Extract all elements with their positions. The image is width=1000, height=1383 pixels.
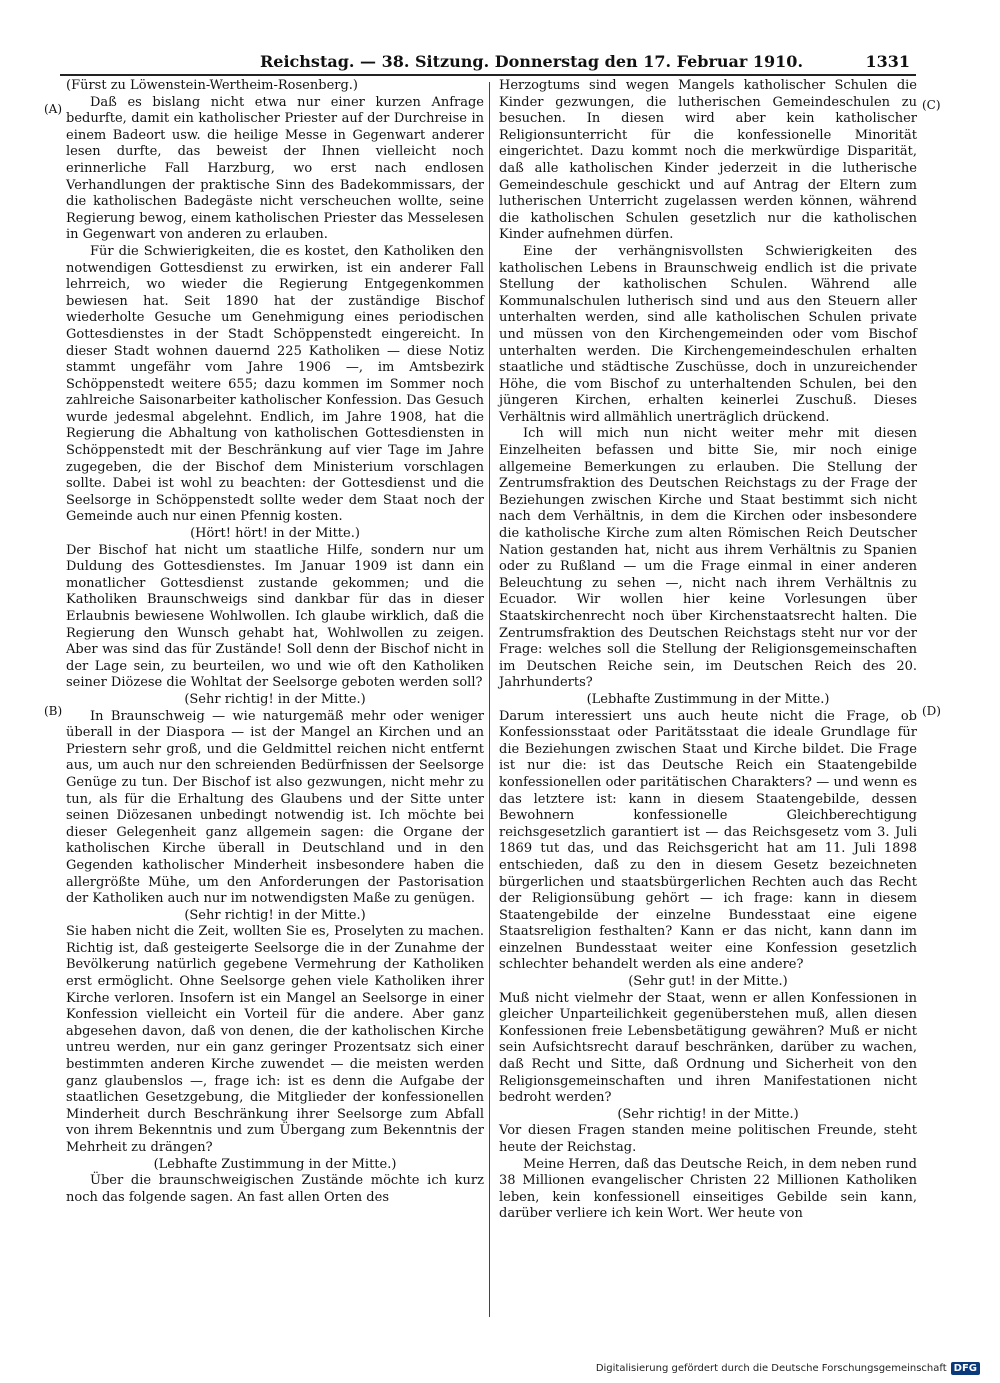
paragraph: Vor diesen Fragen standen meine politischen Freunde, steht heute der Reichstag.	[499, 1123, 917, 1155]
paragraph: Darum interessiert uns auch heute nicht die Frage, ob Konfessionsstaat oder Paritätsstaat die ideale Grundlage für die Beziehungen zwischen Staat und Kirche bildet. Die Frage ist nur die: ist das Deutsche Reich ein Staatengebilde konfessionellen oder paritätischen Charakters? — und wenn es das letztere ist: kann in diesem Staatengebilde, dessen Bewohnern konfessionelle Gleichberechtigung reichsgesetzlich garantiert ist — das Reichsgesetz vom 3. Juli 1869 tut das, und das Reichsgericht hat am 11. Juli 1898 entschieden, daß zu den in diesem Gesetz bezeichneten bürgerlichen und staatsbürgerlichen Rechten auch das Recht der Religionsübung gehört — ich frage: kann in diesem Staatengebilde der einzelne Bundesstaat eine eigene Staatsreligion festhalten? Kann er das nicht, kann dann im einzelnen Bundesstaat weiter eine Konfession gesetzlich schlechter behandelt werden als eine andere?	[499, 708, 917, 973]
funding-footer	[596, 1362, 980, 1375]
header-title: Reichstag. — 38. Sitzung. Donnerstag den 17. Februar 1910.	[260, 52, 804, 71]
interjection: (Sehr gut! in der Mitte.)	[628, 974, 788, 990]
paragraph: In Braunschweig — wie naturgemäß mehr oder weniger überall in der Diaspora — ist der Mangel an Kirchen und an Priestern sehr groß, und die Geldmittel reichen nicht entfernt aus, um auch nur den schreienden Bedürfnissen der Seelsorge Genüge zu tun. Der Bischof ist also gezwungen, nicht mehr zu tun, als für die Erhaltung des Glaubens und der Sitte unter seinen Diözesanen unbedingt notwendig ist. Ich möchte bei dieser Gelegenheit ganz allgemein sagen: die Organe der katholischen Kirche überall in Deutschland und in den Gegenden katholischer Minderheit insbesondere haben die allergrößte Mühe, um den Anforderungen der Pastorisation der Katholiken auch nur im notwendigsten Maße zu genügen.	[66, 708, 484, 907]
margin-marker-d: (D)	[922, 704, 941, 718]
left-column	[66, 78, 484, 1206]
paragraph: Über die braunschweigischen Zustände möchte ich kurz noch das folgende sagen. An fast allen Orten des	[66, 1173, 484, 1205]
paragraph: Sie haben nicht die Zeit, wollten Sie es, Proselyten zu machen. Richtig ist, daß gesteigerte Seelsorge die in der Zunahme der Bevölkerung natürlich gegebene Vermehrung der Katholiken erst ermöglicht. Ohne Seelsorge gehen viele Katholiken ihrer Kirche verloren. Insofern ist ein Mangel an Seelsorge in einer Konfession vielleicht ein Vorteil für die andere. Aber ganz abgesehen davon, daß von denen, die der katholischen Kirche untreu werden, nur ein ganz geringer Prozentsatz sich einer bestimmten anderen Kirche zuwendet — die meisten werden ganz glaubenslos —, frage ich: ist es denn die Aufgabe der staatlichen Gesetzgebung, die Mitglieder der konfessionellen Minderheit durch Beschränkung ihrer Seelsorge zum Abfall von ihrem Bekenntnis und zum Übergang zum Bekenntnis der Mehrheit zu drängen?	[66, 924, 484, 1155]
margin-marker-b: (B)	[44, 704, 63, 718]
interjection: (Lebhafte Zustimmung in der Mitte.)	[153, 1156, 397, 1172]
interjection: (Hört! hört! in der Mitte.)	[190, 526, 360, 542]
paragraph: Muß nicht vielmehr der Staat, wenn er allen Konfessionen in gleicher Unparteilichkeit gegenüberstehen muß, allen diesen Konfessionen freie Lebensbetätigung gewähren? Muß er nicht sein Aufsichtsrecht darauf beschränken, darüber zu wachen, daß Recht und Sitte, daß Ordnung und Sicherheit von den Religionsgemeinschaften und ihren Manifestationen nicht bedroht werden?	[499, 990, 917, 1106]
interjection: (Lebhafte Zustimmung in der Mitte.)	[586, 691, 830, 707]
paragraph: Für die Schwierigkeiten, die es kostet, den Katholiken den notwendigen Gottesdienst zu erwirken, ist ein anderer Fall lehrreich, wo wieder die Regierung Entgegenkommen bewiesen hat. Seit 1890 hat der zuständige Bischof wiederholte Gesuche um Genehmigung eines periodischen Gottesdienstes in der Stadt Schöppenstedt eingereicht. In dieser Stadt wohnen dauernd 225 Katholiken — diese Notiz stammt ungefähr vom Jahre 1906 —, im Amtsbezirk Schöppenstedt weitere 655; dazu kommen im Sommer noch zahlreiche Saisonarbeiter katholischer Konfession. Das Gesuch wurde jedesmal abgelehnt. Endlich, im Jahre 1908, hat die Regierung die Abhaltung von katholischen Gottesdiensten in Schöppenstedt mit der Beschränkung auf vier Tage im Jahre zugegeben, die der Bischof dem Ministerium vorschlagen sollte. Dabei ist wohl zu beachten: der Gottesdienst und die Seelsorge in Schöppenstedt sollte weder dem Staat noch der Gemeinde auch nur einen Pfennig kosten.	[66, 243, 484, 525]
margin-marker-a: (A)	[44, 102, 63, 116]
interjection: (Sehr richtig! in der Mitte.)	[184, 691, 366, 707]
paragraph: Eine der verhängnisvollsten Schwierigkeiten des katholischen Lebens in Braunschweig endlich ist die private Stellung der katholischen Schulen. Während alle Kommunalschulen lutherisch sind und aus den Steuern aller unterhalten werden, sind alle katholischen Schulen private und müssen von den Kirchengemeinden oder vom Bischof unterhalten werden. Die Kirchengemeindeschulen erhalten staatliche und städtische Zuschüsse, doch in unzureichender Höhe, die vom Bischof zu unterhaltenden Schulen, bei den jüngeren Kirchen, erhalten keinerlei Zuschuß. Dieses Verhältnis wird allmählich unerträglich drückend.	[499, 243, 917, 425]
paragraph: Meine Herren, daß das Deutsche Reich, in dem neben rund 38 Millionen evangelischer Christen 22 Millionen Katholiken leben, kein konfessionell einseitiges Gebilde sein kann, darüber verliere ich kein Wort. Wer heute von	[499, 1156, 917, 1222]
footer-text: Digitalisierung gefördert durch die Deutsche Forschungsgemeinschaft	[595, 1363, 947, 1374]
page-number: 1331	[865, 52, 910, 71]
header-rule	[60, 74, 916, 76]
paragraph: Der Bischof hat nicht um staatliche Hilfe, sondern nur um Duldung des Gottesdienstes. Im Januar 1909 ist dann ein monatlicher Gottesdienst zustande gekommen; und die Katholiken Braunschweigs sind dankbar für das in dieser Erlaubnis bewiesene Wohlwollen. Ich glaube wirklich, daß die Regierung den Wunsch gehabt hat, Wohlwollen zu zeigen. Aber was sind das für Zustände! Soll denn der Bischof nicht in der Lage sein, zu beurteilen, wo und wie oft den Katholiken seiner Diözese die Wohltat der Seelsorge geboten werden soll?	[66, 542, 484, 691]
page-header	[60, 50, 920, 74]
paragraph: Daß es bislang nicht etwa nur einer kurzen Anfrage bedurfte, damit ein katholischer Priester auf der Durchreise in einem Badeort usw. die heilige Messe in Gegenwart anderer lesen durfte, das beweist der Ihnen vielleicht noch erinnerliche Fall Harzburg, wo erst nach endlosen Verhandlungen der praktische Sinn des Badekommissars, der die katholischen Badegäste nicht verscheuchen wollte, seine Regierung bewog, einem katholischen Priester das Messelesen in Gegenwart von anderen zu erlauben.	[66, 94, 484, 243]
interjection: (Sehr richtig! in der Mitte.)	[184, 907, 366, 923]
paragraph: Ich will mich nun nicht weiter mehr mit diesen Einzelheiten befassen und bitte Sie, mir noch einige allgemeine Bemerkungen zu erlauben. Die Stellung der Zentrumsfraktion des Deutschen Reichstags zu der Frage der Beziehungen zwischen Kirche und Staat bestimmt sich nicht nach dem Verhältnis, in dem die Kirchen oder insbesondere die katholische Kirche zum alten Römischen Reich Deutscher Nation gestanden hat, nicht aus ihrem Verhältnis zu Spanien oder zu Rußland — um die Frage einmal in einer anderen Beleuchtung zu sehen —, nicht nach ihrem Verhältnis zu Ecuador. Wir wollen hier keine Vorlesungen über Staatskirchenrecht noch über Kirchenstaatsrecht halten. Die Zentrumsfraktion des Deutschen Reichstags steht nur vor der Frage: welches soll die Stellung der Religionsgemeinschaften im Deutschen Reiche sein, im Deutschen Reich des 20. Jahrhunderts?	[499, 426, 917, 691]
speaker-label: (Fürst zu Löwenstein-Wertheim-Rosenberg.)	[66, 78, 358, 93]
column-divider	[489, 82, 490, 1317]
margin-marker-c: (C)	[922, 98, 941, 112]
right-column	[499, 78, 917, 1223]
interjection: (Sehr richtig! in der Mitte.)	[617, 1106, 799, 1122]
dfg-logo: DFG	[951, 1362, 980, 1375]
paragraph: Herzogtums sind wegen Mangels katholischer Schulen die Kinder gezwungen, die lutherischen Gemeindeschulen zu besuchen. In diesen wird aber kein katholischer Religionsunterricht für die konfessionelle Minorität eingerichtet. Dazu kommt noch die merkwürdige Disparität, daß alle katholischen Kinder jederzeit in die lutherische Gemeindeschule geschickt und auf Antrag der Eltern zum lutherischen Unterricht zugelassen werden können, während die katholischen Schulen gesetzlich nur die katholischen Kinder aufnehmen dürfen.	[499, 78, 917, 243]
